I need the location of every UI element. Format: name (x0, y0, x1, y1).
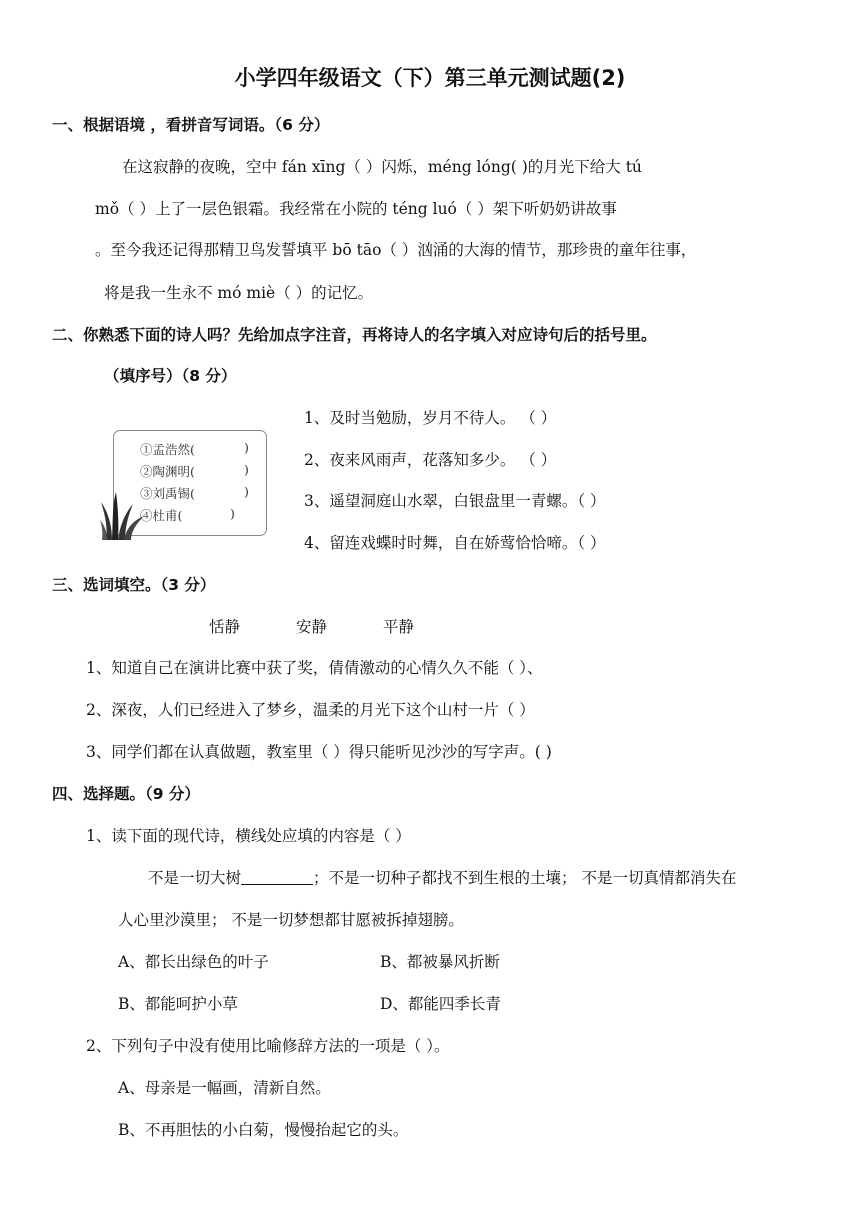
fill-item-1: 1、知道自己在演讲比赛中获了奖，倩倩激动的心情久久不能（ ）、 (86, 659, 543, 677)
poet-item: ④杜甫( ) (140, 506, 235, 523)
poet-item: ①孟浩然( ) (140, 440, 249, 457)
question-1: 1、读下面的现代诗，横线处应填的内容是（ ） (86, 827, 411, 845)
option-d: D、都能四季长青 (380, 995, 501, 1013)
section-2-subheading: （填序号）（8 分） (104, 367, 237, 385)
answer-blank (241, 869, 313, 885)
q2-option-b: B、不再胆怯的小白菊，慢慢抬起它的头。 (118, 1121, 409, 1139)
option-c: B、都能呵护小草 (118, 995, 238, 1013)
fill-item-2: 2、深夜，人们已经进入了梦乡，温柔的月光下这个山村一片（ ） (86, 701, 535, 719)
section-2-heading: 二、你熟悉下面的诗人吗？先给加点字注音，再将诗人的名字填入对应诗句后的括号里。 (52, 326, 657, 344)
section-1-heading: 一、根据语境 ，看拼音写词语。（6 分） (52, 116, 330, 134)
section-1-line-2: mǒ（ ）上了一层色银霜。我经常在小院的 téng luó（ ）架下听奶奶讲故事 (95, 200, 617, 218)
poem-item-1: 1、及时当勉励，岁月不待人。 （ ） (304, 409, 557, 427)
poem-line-1: 不是一切大树 ；不是一切种子都找不到生根的土壤； 不是一切真情都消失在 (148, 869, 737, 887)
grass-icon (100, 490, 145, 540)
page-title: 小学四年级语文（下）第三单元测试题(2) (234, 66, 626, 90)
word-option: 安静 (296, 618, 328, 636)
fill-item-3: 3、同学们都在认真做题，教室里（ ）得只能听见沙沙的写字声。( ) (86, 743, 552, 761)
poem-item-2: 2、夜来风雨声，花落知多少。 （ ） (304, 451, 557, 469)
poem-item-4: 4、留连戏蝶时时舞，自在娇莺恰恰啼。（ ） (304, 534, 606, 552)
section-1-line-3: 。至今我还记得那精卫鸟发誓填平 bō tāo（ ）汹涌的大海的情节，那珍贵的童年往事， (95, 241, 697, 259)
poet-item: ③刘禹锡( ) (140, 484, 249, 501)
section-3-heading: 三、选词填空。（3 分） (52, 576, 216, 594)
poem-line-2: 人心里沙漠里； 不是一切梦想都甘愿被拆掉翅膀。 (118, 911, 464, 929)
poet-item: ②陶渊明( ) (140, 462, 249, 479)
section-1-line-4: 将是我一生永不 mó miè（ ）的记忆。 (104, 284, 374, 302)
question-2: 2、下列句子中没有使用比喻修辞方法的一项是（ ）。 (86, 1037, 450, 1055)
q2-option-a: A、母亲是一幅画，清新自然。 (118, 1079, 331, 1097)
option-b: B、都被暴风折断 (380, 953, 500, 971)
poem-item-3: 3、遥望洞庭山水翠，白银盘里一青螺。（ ） (304, 492, 606, 510)
word-option: 平静 (383, 618, 415, 636)
section-4-heading: 四、选择题。（9 分） (52, 785, 200, 803)
section-1-line-1: 在这寂静的夜晚，空中 fán xīng（ ）闪烁，méng lóng( )的月光下给大 tú (122, 158, 642, 176)
word-option: 恬静 (209, 618, 241, 636)
option-a: A、都长出绿色的叶子 (118, 953, 269, 971)
